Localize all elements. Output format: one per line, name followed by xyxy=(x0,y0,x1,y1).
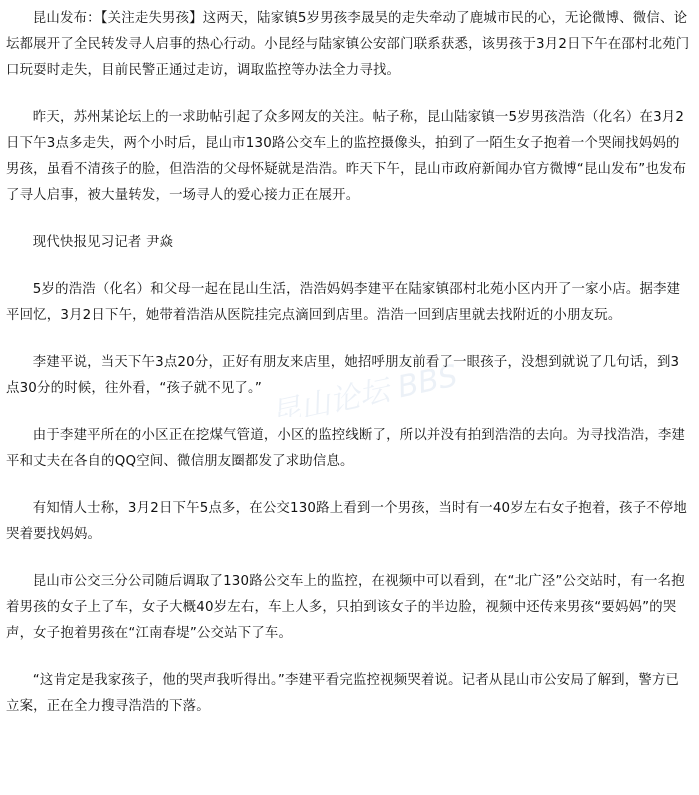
article-body xyxy=(6,6,690,741)
watermark-text: 昆山论坛 BBS xyxy=(267,358,461,417)
paragraph-police: “这肯定是我家孩子，他的哭声我听得出。”李建平看完监控视频哭着说。记者从昆山市公安局了解到，警方已立案，正在全力搜寻浩浩的下落。 xyxy=(6,673,680,714)
paragraph-forum-post: 昨天，苏州某论坛上的一求助帖引起了众多网友的关注。帖子称，昆山陆家镇一5岁男孩浩浩（化名）在3月2日下午3点多走失，两个小时后，昆山市130路公交车上的监控摄像头，拍到了一陌生女子抱着一个哭闹找妈妈的男孩，虽看不清孩子的脸，但浩浩的父母怀疑就是浩浩。昨天下午，昆山市政府新闻办官方微博“昆山发布”也发布了寻人启事，被大量转发，一场寻人的爱心接力正在展开。 xyxy=(6,110,687,203)
paragraph-background: 5岁的浩浩（化名）和父母一起在昆山生活，浩浩妈妈李建平在陆家镇邵村北苑小区内开了一家小店。据李建平回忆，3月2日下午，她带着浩浩从医院挂完点滴回到店里。浩浩一回到店里就去找附近的小朋友玩。 xyxy=(6,282,681,323)
paragraph-search-effort: 由于李建平所在的小区正在挖煤气管道，小区的监控线断了，所以并没有拍到浩浩的去向。为寻找浩浩，李建平和丈夫在各自的QQ空间、微信朋友圈都发了求助信息。 xyxy=(6,428,686,469)
byline: 现代快报见习记者 尹焱 xyxy=(32,235,174,250)
paragraph-disappearance: 李建平说，当天下午3点20分，正好有朋友来店里，她招呼朋友前看了一眼孩子，没想到就说了几句话，到3点30分的时候，往外看，“孩子就不见了。” xyxy=(6,355,680,396)
paragraph-bus-footage: 昆山市公交三分公司随后调取了130路公交车上的监控，在视频中可以看到，在“北广泾”公交站时，有一名抱着男孩的女子上了车，女子大概40岁左右，车上人多，只拍到该女子的半边脸，视频中还传来男孩“要妈妈”的哭声，女子抱着男孩在“江南春堤”公交站下了车。 xyxy=(6,574,685,641)
paragraph-witness: 有知情人士称，3月2日下午5点多，在公交130路上看到一个男孩，当时有一40岁左右女子抱着，孩子不停地哭着要找妈妈。 xyxy=(6,501,687,542)
paragraph-intro: 昆山发布：【关注走失男孩】这两天，陆家镇5岁男孩李晟昊的走失牵动了鹿城市民的心，无论微博、微信、论坛都展开了全民转发寻人启事的热心行动。小昆经与陆家镇公安部门联系获悉，该男孩于3月2日下午在邵村北苑门口玩耍时走失，目前民警正通过走访，调取监控等办法全力寻找。 xyxy=(6,11,690,78)
